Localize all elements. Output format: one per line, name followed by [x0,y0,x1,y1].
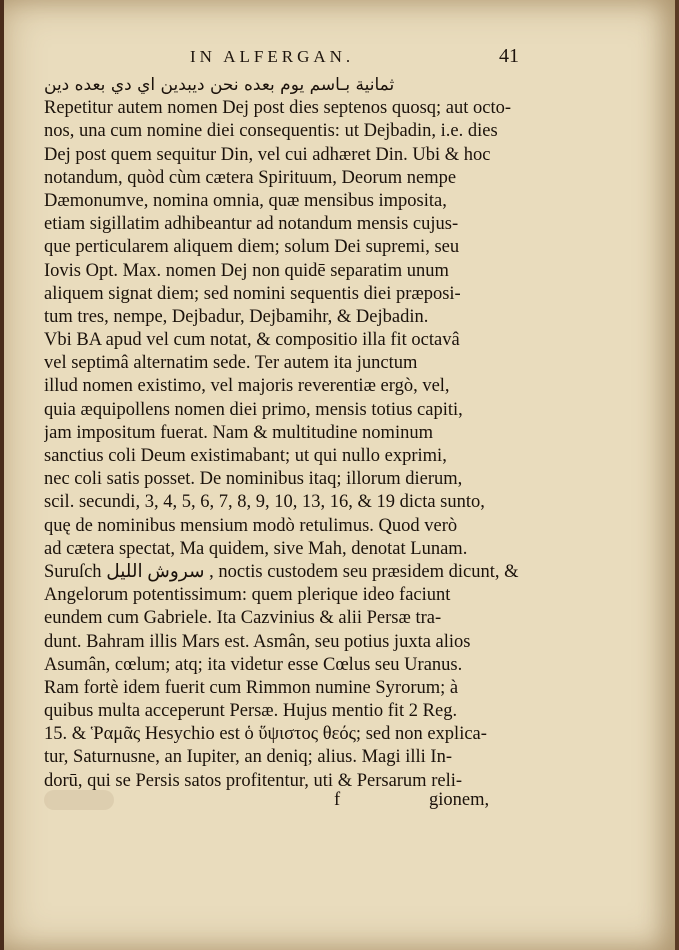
catchword: gionem, [429,790,490,810]
text-line: Dæmonumve, nomina omnia, quæ mensibus imposita, [44,190,447,211]
text-line: etiam sigillatim adhibeantur ad notandum mensis cujus- [44,214,459,235]
text-line: notandum, quòd cùm cætera Spirituum, Deorum nempe [44,167,457,188]
text-line: illud nomen existimo, vel majoris reverentiæ ergò, vel, [44,376,450,397]
running-head: IN ALFERGAN. [190,47,355,66]
text-line: nos, una cum nomine diei consequentis: ut Dejbadin, i.e. dies [44,121,498,142]
page-edge [675,0,679,950]
text-line: 15. & Ῥαμᾶς Hesychio est ὁ ὕψιστος θεός; sed non explica- [44,724,487,745]
text-line: ad cætera spectat, Ma quidem, sive Mah, denotat Lunam. [44,538,468,559]
text-line: Vbi BA apud vel cum notat, & compositio illa fit octavâ [44,330,460,351]
text-line: sanctius coli Deum existimabant; ut qui nullo exprimi, [44,446,447,466]
text-line: Dej post quem sequitur Din, vel cui adhæret Din. Ubi & hoc [44,144,491,165]
book-page [4,0,675,950]
text-line: quibus multa acceperunt Persæ. Hujus mentio fit 2 Reg. [44,701,458,722]
text-line: aliquem signat diem; sed nomini sequentis diei præposi- [44,283,461,304]
text-line: Iovis Opt. Max. nomen Dej non quidē separatim unum [44,260,449,281]
page-number: 41 [499,45,519,67]
text-line: scil. secundi, 3, 4, 5, 6, 7, 8, 9, 10, 13, 16, & 19 dicta sunto, [44,492,485,513]
text-line: que perticularem aliquem diem; solum Dei supremi, seu [44,237,460,258]
body-text [44,74,530,793]
text-line: eundem cum Gabriele. Ita Cazvinius & alii Persæ tra- [44,608,442,629]
page-header [4,45,675,69]
text-line: tur, Saturnusne, an Iupiter, an deniq; alius. Magi illi In- [44,747,453,768]
text-line: vel septimâ alternatim sede. Ter autem ita junctum [44,353,418,374]
text-line: dorū, qui se Persis satos profitentur, uti & Persarum reli- [44,770,463,791]
text-line: Angelorum potentissimum: quem plerique ideo faciunt [44,585,451,606]
text-line: quę de nominibus mensium modò retulimus. Quod verò [44,515,458,536]
text-line: Asumân, cœlum; atq; ita videtur esse Cœlus seu Uranus. [44,654,463,675]
text-line: jam impositum fuerat. Nam & multitudine nominum [44,422,433,443]
text-line: quia æquipollens nomen diei primo, mensis totius capiti, [44,399,463,420]
ink-stain [44,790,114,810]
text-line: Repetitur autem nomen Dej post dies septenos quosq; aut octo- [44,98,512,119]
text-line: dunt. Bahram illis Mars est. Asmân, seu potius juxta alios [44,631,471,652]
arabic-line: ثمانية بـاسم يوم بعده نحن ديبدين اي دي بعده دين [44,75,395,95]
text-line: Suruſch سروش الليل , noctis custodem seu præsidem dicunt, & [44,561,519,582]
signature-mark: f [334,790,341,810]
text-line: tum tres, nempe, Dejbadur, Dejbamihr, & Dejbadin. [44,306,429,327]
text-line: Ram fortè idem fuerit cum Rimmon numine Syrorum; à [44,677,459,698]
text-line: nec coli satis posset. De nominibus itaq; illorum dierum, [44,469,463,490]
